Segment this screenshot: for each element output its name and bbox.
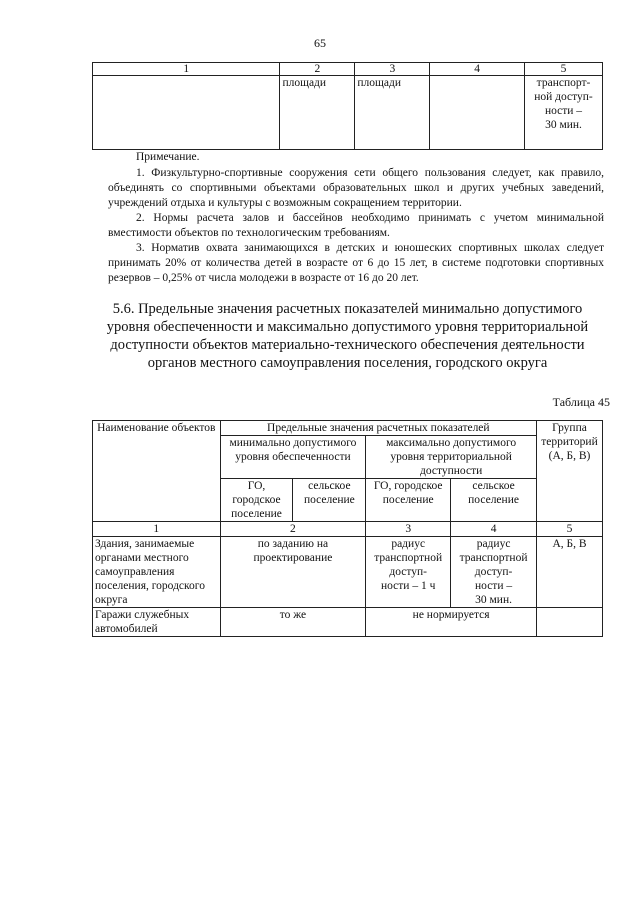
- header-urban: ГО, городское поселение: [366, 479, 451, 522]
- header-max-level: максимально допустимого уровня территориальной доступности: [366, 436, 537, 479]
- table-row: [93, 76, 603, 150]
- table-header-cell: 2: [280, 63, 355, 76]
- header-object-name: Наименование объектов: [93, 421, 221, 522]
- column-number: 3: [366, 522, 451, 537]
- table-header-row: [93, 63, 603, 76]
- table-cell-max: не нормируется: [366, 608, 537, 637]
- continued-table: [92, 62, 603, 150]
- table-row: [93, 608, 603, 637]
- header-urban: ГО, городское поселение: [220, 479, 293, 522]
- table-cell-group: [537, 608, 603, 637]
- table-cell-max-urban: радиус транспортной доступ- ности – 1 ч: [366, 537, 451, 608]
- table-cell: площади: [280, 76, 355, 150]
- page-number: 65: [314, 36, 326, 50]
- header-min-level: минимально допустимого уровня обеспеченности: [220, 436, 366, 479]
- column-number: 4: [451, 522, 537, 537]
- notes-block: [108, 150, 604, 286]
- column-number: 5: [537, 522, 603, 537]
- table-cell: [430, 76, 525, 150]
- header-limit-values: Предельные значения расчетных показателей: [220, 421, 536, 436]
- table-row: [93, 537, 603, 608]
- table-cell-max-rural: радиус транспортной доступ- ности – 30 мин.: [451, 537, 537, 608]
- table-cell-object: Здания, занимаемые органами местного самоуправления поселения, городского округа: [93, 537, 221, 608]
- table-header-cell: 3: [355, 63, 430, 76]
- header-territory-group: Группа территорий (А, Б, В): [537, 421, 603, 522]
- table-cell: площади: [355, 76, 430, 150]
- note-item: 1. Физкультурно-спортивные сооружения сети общего пользования следует, как правило, объединять со спортивными объектами образовательных школ и других учебных заведений, учреждений отдыха и культуры с возможным сокращением территории.: [108, 167, 604, 209]
- section-heading: 5.6. Предельные значения расчетных показателей минимально допустимого уровня обеспеченности и максимально допустимого уровня территориальной доступности объектов материально-технического обеспечения деятельности органов местного самоуправления поселения, городского округа: [106, 301, 589, 371]
- header-rural: сельское поселение: [293, 479, 366, 522]
- notes-title: Примечание.: [136, 151, 200, 163]
- header-rural: сельское поселение: [451, 479, 537, 522]
- note-item: 3. Норматив охвата занимающихся в детских и юношеских спортивных школах следует принимать 20% от количества детей в возрасте от 6 до 15 лет, в системе подготовки спортивных резервов – 0,25% от числа молодежи в возрасте от 16 до 20 лет.: [108, 242, 604, 284]
- note-item: 2. Нормы расчета залов и бассейнов необходимо принимать с учетом минимальной вместимости объектов по технологическим требованиям.: [108, 212, 604, 239]
- table-cell: транспорт- ной доступ- ности – 30 мин.: [525, 76, 603, 150]
- table-45: [92, 420, 603, 637]
- column-number: 2: [220, 522, 366, 537]
- table-label: Таблица 45: [552, 395, 610, 409]
- table-cell-min: по заданию на проектирование: [220, 537, 366, 608]
- table-cell-min: то же: [220, 608, 366, 637]
- table-cell-object: Гаражи служебных автомобилей: [93, 608, 221, 637]
- table-header-row: [93, 421, 603, 436]
- table-header-cell: 1: [93, 63, 280, 76]
- table-cell-group: А, Б, В: [537, 537, 603, 608]
- table-number-row: [93, 522, 603, 537]
- table-cell: [93, 76, 280, 150]
- column-number: 1: [93, 522, 221, 537]
- table-header-cell: 4: [430, 63, 525, 76]
- table-header-cell: 5: [525, 63, 603, 76]
